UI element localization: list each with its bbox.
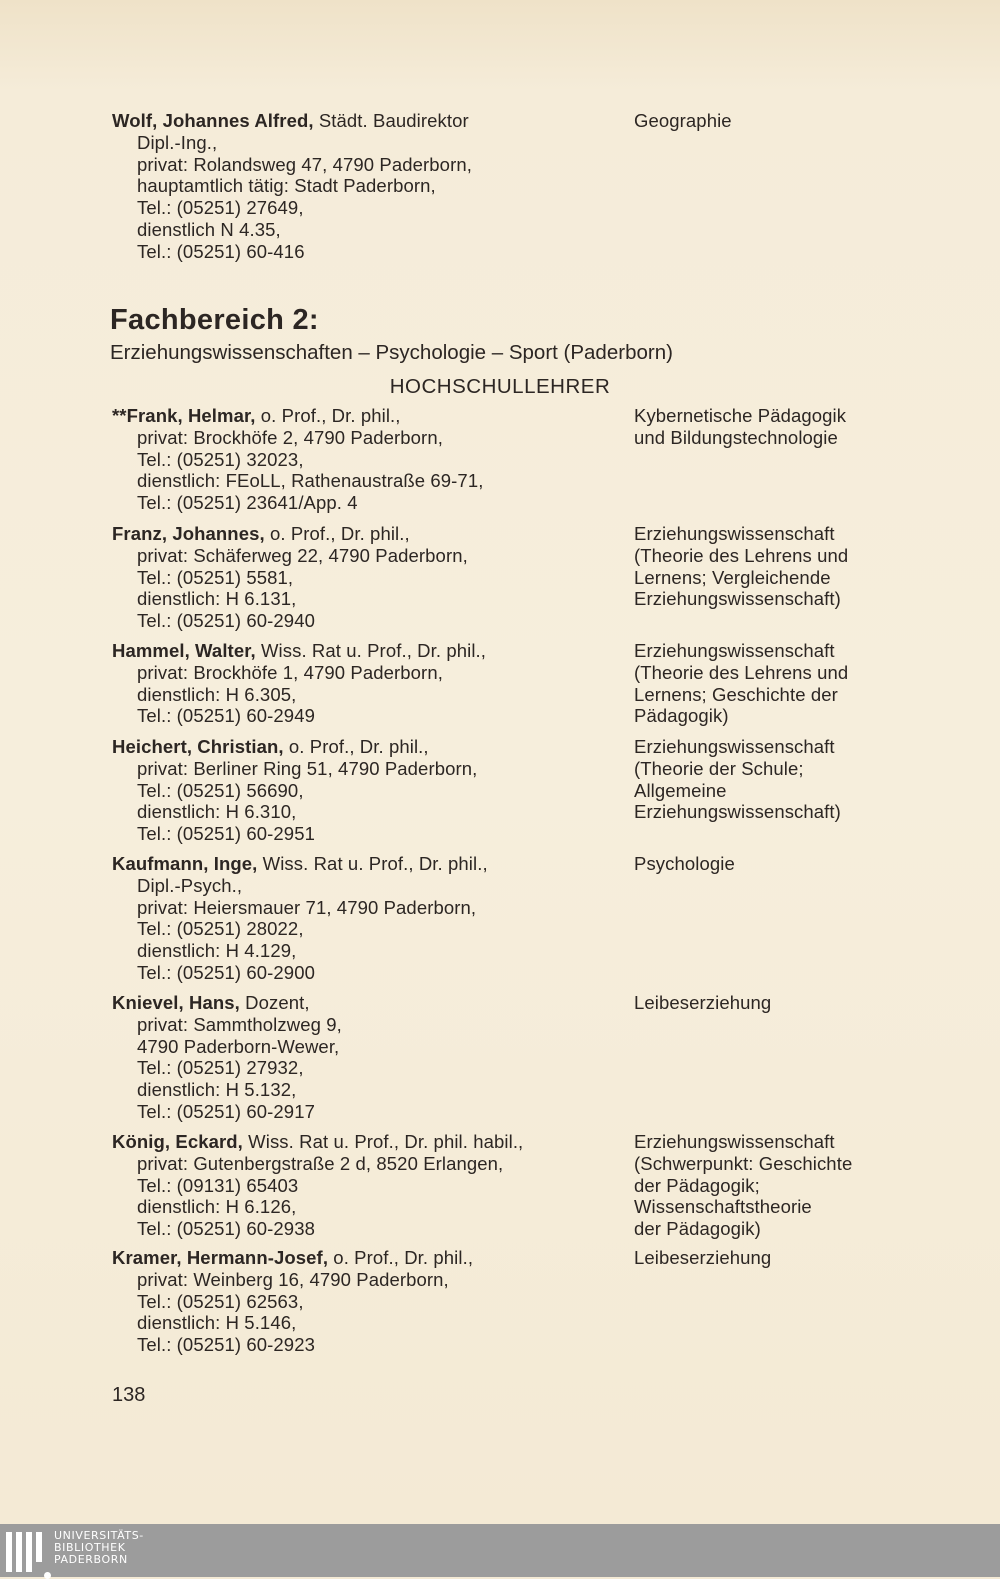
entry-line: Tel.: (09131) 65403 [137, 1174, 299, 1196]
entry-subject [634, 640, 974, 727]
subject-line: Erziehungswissenschaft [634, 736, 835, 757]
person-title: o. Prof., Dr. phil., [264, 523, 410, 544]
person-title: o. Prof., Dr. phil., [328, 1247, 474, 1268]
entry-line: dienstlich: H 5.132, [137, 1079, 297, 1101]
entry-heading-line [112, 523, 612, 545]
entry-line: dienstlich: FEoLL, Rathenaustraße 69-71, [137, 470, 484, 492]
subject-line: Wissenschaftstheorie [634, 1196, 812, 1218]
subject-line: der Pädagogik; [634, 1174, 760, 1196]
entry-line: dienstlich: H 6.310, [137, 801, 297, 823]
section-label: HOCHSCHULLEHRER [389, 375, 611, 398]
subject-line: Geographie [634, 110, 732, 131]
entry-subject [634, 992, 974, 1014]
subject-line: Erziehungswissenschaft) [634, 801, 841, 823]
entry-line: Tel.: (05251) 60-2951 [137, 823, 315, 845]
person-name: Kaufmann, Inge, [112, 853, 258, 874]
entry-line: Tel.: (05251) 28022, [137, 918, 304, 940]
subject-line: Erziehungswissenschaft [634, 1131, 835, 1152]
entry-line: dienstlich: H 6.305, [137, 683, 297, 705]
entry-line: Tel.: (05251) 27649, [137, 197, 304, 219]
entry-line: dienstlich: H 6.126, [137, 1196, 297, 1218]
entry-line: Tel.: (05251) 56690, [137, 779, 304, 801]
entry-heading-line [112, 405, 612, 427]
entry-line: Dipl.-Psych., [137, 874, 243, 896]
entry-line: Tel.: (05251) 5581, [137, 566, 294, 588]
person-name: Knievel, Hans, [112, 992, 240, 1013]
entry-line: privat: Weinberg 16, 4790 Paderborn, [137, 1268, 449, 1290]
logo-line: UNIVERSITÄTS- [54, 1529, 144, 1542]
person-title: o. Prof., Dr. phil., [255, 405, 401, 426]
entry-line: Tel.: (05251) 60-2917 [137, 1100, 315, 1122]
entry-line: Tel.: (05251) 60-2949 [137, 705, 315, 727]
entry-line: dienstlich N 4.35, [137, 218, 281, 240]
person-title: o. Prof., Dr. phil., [283, 736, 429, 757]
logo-line: PADERBORN [54, 1553, 128, 1566]
entry-subject [634, 1131, 974, 1240]
entry-line: Tel.: (05251) 23641/App. 4 [137, 492, 358, 514]
entry-heading-line [112, 1131, 612, 1153]
entry-line: dienstlich: H 4.129, [137, 940, 297, 962]
department-subtitle: Erziehungswissenschaften – Psychologie – Sport (Paderborn) [110, 341, 673, 364]
entry-line: dienstlich: H 5.146, [137, 1312, 297, 1334]
department-heading: Fachbereich 2: [110, 304, 319, 336]
subject-line: Pädagogik) [634, 705, 729, 727]
subject-line: Lernens; Vergleichende [634, 566, 831, 588]
entry-subject [634, 405, 974, 449]
entry-line: privat: Gutenbergstraße 2 d, 8520 Erlangen, [137, 1152, 504, 1174]
subject-line: der Pädagogik) [634, 1218, 761, 1240]
entry-details [112, 405, 612, 514]
entry-details [112, 110, 612, 263]
person-name: Franz, Johannes, [112, 523, 265, 544]
person-name: Kramer, Hermann-Josef, [112, 1247, 329, 1268]
person-title: Wiss. Rat u. Prof., Dr. phil., [257, 853, 488, 874]
entry-line: privat: Sammtholzweg 9, [137, 1013, 342, 1035]
entry-line: privat: Heiersmauer 71, 4790 Paderborn, [137, 896, 477, 918]
entry-subject [634, 853, 974, 875]
entry-heading-line [112, 1247, 612, 1269]
entry-details [112, 736, 612, 845]
entry-subject [634, 523, 974, 610]
subject-line: Leibeserziehung [634, 1247, 772, 1268]
subject-line: Allgemeine [634, 779, 727, 801]
entry-subject [634, 1247, 974, 1269]
entry-details [112, 523, 612, 632]
entry-heading-line [112, 640, 612, 662]
person-name: König, Eckard, [112, 1131, 243, 1152]
entry-line: Tel.: (05251) 60-2940 [137, 610, 315, 632]
entry-details [112, 640, 612, 727]
entry-details [112, 1247, 612, 1356]
logo-line: BIBLIOTHEK [54, 1541, 126, 1554]
subject-line: Erziehungswissenschaft [634, 640, 835, 661]
entry-details [112, 1131, 612, 1240]
subject-line: Lernens; Geschichte der [634, 683, 838, 705]
entry-line: Tel.: (05251) 60-2938 [137, 1218, 315, 1240]
entry-line: privat: Berliner Ring 51, 4790 Paderborn, [137, 757, 478, 779]
subject-line: Kybernetische Pädagogik [634, 405, 847, 426]
entry-line: Dipl.-Ing., [137, 131, 218, 153]
person-title: Dozent, [239, 992, 310, 1013]
library-logo-icon [6, 1532, 50, 1572]
entry-line: privat: Rolandsweg 47, 4790 Paderborn, [137, 153, 472, 175]
person-name: Heichert, Christian, [112, 736, 284, 757]
subject-line: Leibeserziehung [634, 992, 772, 1013]
subject-line: (Theorie der Schule; [634, 757, 804, 779]
person-name: Wolf, Johannes Alfred, [112, 110, 314, 131]
entry-line: Tel.: (05251) 60-2923 [137, 1334, 315, 1356]
entry-line: privat: Schäferweg 22, 4790 Paderborn, [137, 544, 468, 566]
entry-line: Tel.: (05251) 60-2900 [137, 961, 315, 983]
entry-line: 4790 Paderborn-Wewer, [137, 1035, 340, 1057]
subject-line: (Theorie des Lehrens und [634, 544, 849, 566]
subject-line: Erziehungswissenschaft) [634, 588, 841, 610]
entry-line: hauptamtlich tätig: Stadt Paderborn, [137, 175, 436, 197]
entry-details [112, 853, 612, 984]
person-title: Wiss. Rat u. Prof., Dr. phil. habil., [242, 1131, 524, 1152]
entry-heading-line [112, 736, 612, 758]
entry-line: Tel.: (05251) 32023, [137, 448, 304, 470]
entry-line: Tel.: (05251) 27932, [137, 1057, 304, 1079]
entry-line: Tel.: (05251) 62563, [137, 1290, 304, 1312]
subject-line: Erziehungswissenschaft [634, 523, 835, 544]
entry-line: Tel.: (05251) 60-416 [137, 240, 305, 262]
subject-line: und Bildungstechnologie [634, 426, 838, 448]
page-number: 138 [112, 1384, 146, 1406]
entry-details [112, 992, 612, 1123]
subject-line: (Theorie des Lehrens und [634, 661, 849, 683]
entry-subject [634, 110, 974, 132]
entry-line: dienstlich: H 6.131, [137, 588, 297, 610]
entry-heading-line [112, 110, 612, 132]
subject-line: (Schwerpunkt: Geschichte [634, 1152, 853, 1174]
entry-line: privat: Brockhöfe 1, 4790 Paderborn, [137, 661, 443, 683]
person-name: **Frank, Helmar, [112, 405, 256, 426]
person-name: Hammel, Walter, [112, 640, 256, 661]
subject-line: Psychologie [634, 853, 735, 874]
entry-heading-line [112, 992, 612, 1014]
person-title: Wiss. Rat u. Prof., Dr. phil., [255, 640, 487, 661]
entry-line: privat: Brockhöfe 2, 4790 Paderborn, [137, 426, 443, 448]
library-footer-bar [0, 1524, 1000, 1577]
library-logo-text [54, 1530, 144, 1566]
entry-subject [634, 736, 974, 823]
entry-heading-line [112, 853, 612, 875]
person-title: Städt. Baudirektor [313, 110, 469, 131]
